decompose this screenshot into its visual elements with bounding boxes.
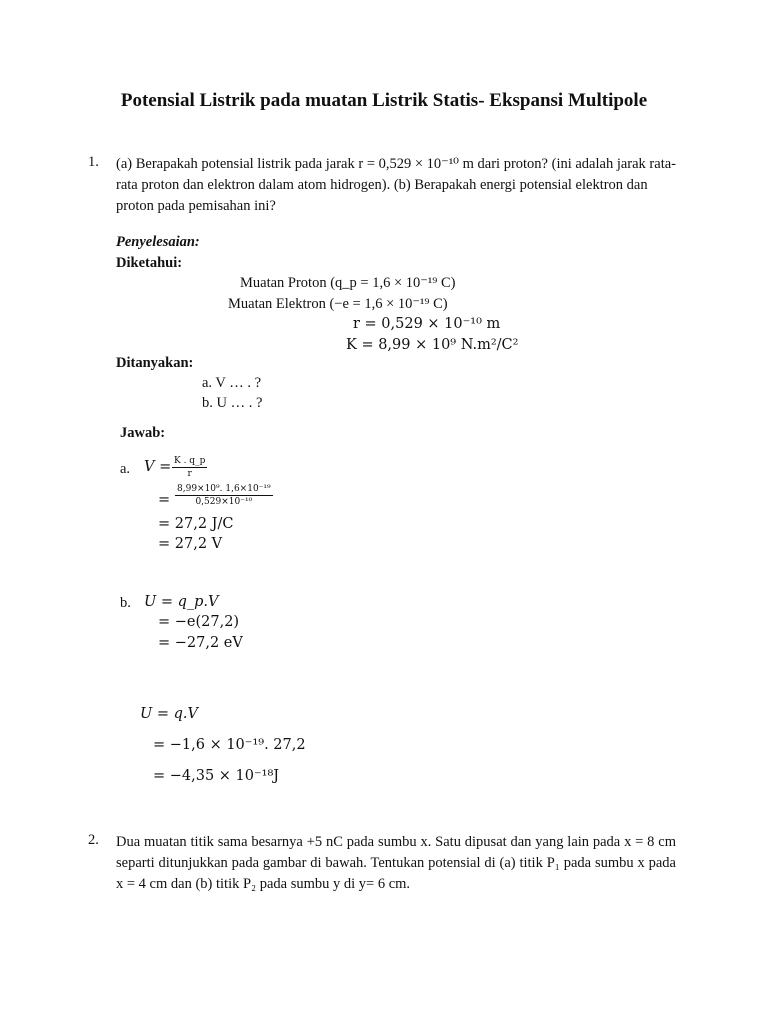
known-distance: r = 0,529 × 10⁻¹⁰ m [353, 316, 501, 332]
problem-2-number: 2. [88, 832, 99, 848]
part-a-equals: = [158, 492, 171, 508]
page-title: Potensial Listrik pada muatan Listrik Statis- Ekspansi Multipole [120, 90, 648, 111]
problem-1-number: 1. [88, 154, 99, 170]
substitution-numerator: 8,99×10⁹. 1,6×10⁻¹⁹ [177, 484, 271, 494]
solution-label: Penyelesaian: [116, 234, 200, 250]
known-proton-charge: Muatan Proton (q_p = 1,6 × 10⁻¹⁹ C) [240, 275, 456, 291]
formula-numerator: K . q_p [174, 456, 206, 466]
known-coulomb-constant: K = 8,99 × 10⁹ N.m²/C² [346, 337, 519, 353]
part-a-result-v: = 27,2 V [158, 536, 223, 552]
part-b-line2: = −e(27,2) [158, 614, 240, 630]
asked-item-a: a. V … . ? [202, 375, 262, 391]
known-label: Diketahui: [116, 255, 183, 271]
known-electron-charge: Muatan Elektron (−e = 1,6 × 10⁻¹⁹ C) [228, 296, 448, 312]
alt-line1: U = q.V [140, 706, 198, 722]
substitution-fraction [175, 483, 273, 508]
part-a-label: a. [120, 461, 131, 477]
asked-item-b: b. U … . ? [202, 395, 263, 411]
answer-label: Jawab: [120, 425, 166, 441]
part-a-lhs: V = [144, 459, 172, 475]
substitution-denominator: 0,529×10⁻¹⁰ [195, 497, 253, 507]
formula-denominator: r [187, 469, 192, 479]
part-a-result-jc: = 27,2 J/C [158, 516, 234, 532]
formula-fraction [172, 455, 207, 480]
part-b-line1: U = q_p.V [144, 594, 219, 610]
part-b-line3: = −27,2 eV [158, 635, 243, 651]
problem-2-text: Dua muatan titik sama besarnya +5 nC pada sumbu x. Satu dipusat dan yang lain pada x = 8 cm separti ditunjukkan pada gambar di bawah. Tentukan potensial di (a) titik P₁ pada sumbu x pada x = 4 cm dan (b) titik P₂ pada sumbu y di y= 6 cm. [116, 834, 676, 892]
problem-1-text: (a) Berapakah potensial listrik pada jarak r = 0,529 × 10⁻¹⁰ m dari proton? (ini adalah jarak rata-rata proton dan elektron dalam atom hidrogen). (b) Berapakah energi potensial elektron dan proton pada pemisahan ini? [116, 156, 676, 214]
alt-line2: = −1,6 × 10⁻¹⁹. 27,2 [153, 737, 306, 753]
asked-label: Ditanyakan: [116, 355, 194, 371]
part-b-label: b. [120, 595, 131, 611]
alt-line3: = −4,35 × 10⁻¹⁸J [153, 768, 280, 784]
